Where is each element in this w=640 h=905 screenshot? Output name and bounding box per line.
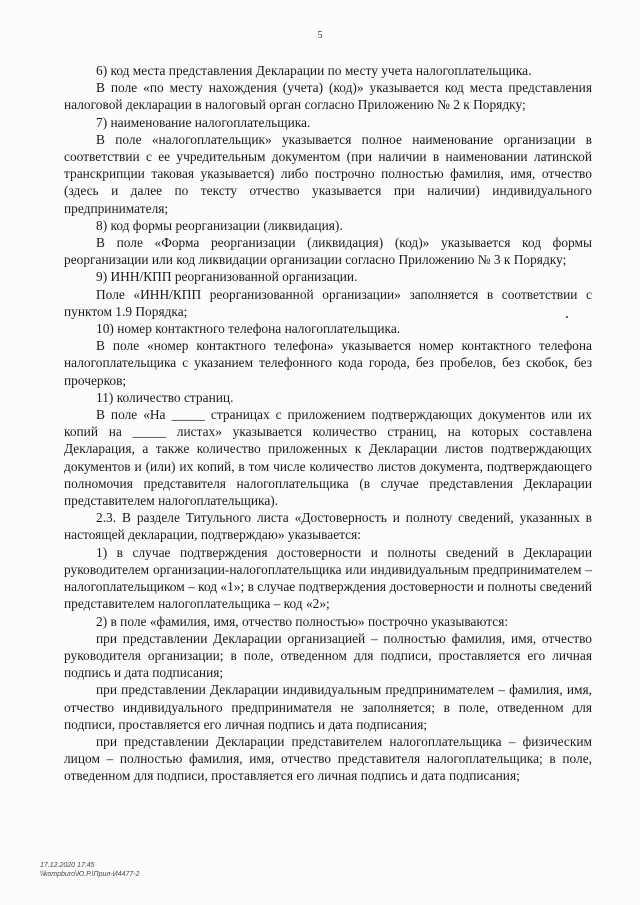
paragraph: 2) в поле «фамилия, имя, отчество полностью» построчно указываются:: [96, 613, 509, 629]
footer-file-path: \\kompburo\Ю.Р.\Прил-И4477-2: [40, 870, 140, 878]
paragraph: В поле «На _____ страницах с приложением подтверждающих документов или их копий на _____ листах» указывается количество страниц, на которых составлена Декларация, а также количество приложенных к Декларации листов подтверждающих документов и (или) их копий, в том числе количество листов документа, подтверждающего полномочия представителя налогоплательщика (в случае представления Декларации представителем налогоплательщика).: [64, 407, 592, 509]
paragraph: Поле «ИНН/КПП реорганизованной организации» заполняется в соответствии с пунктом 1.9 Порядка;: [64, 286, 592, 319]
paragraph: 7) наименование налогоплательщика.: [96, 114, 311, 130]
paragraph: 6) код места представления Декларации по месту учета налогоплательщика.: [96, 63, 532, 78]
paragraph: В поле «по месту нахождения (учета) (код)» указывается код места представления налоговой декларации в налоговый орган согласно Приложению № 2 к Порядку;: [64, 80, 592, 113]
paragraph: 9) ИНН/КПП реорганизованной организации.: [96, 269, 358, 285]
paragraph: В поле «налогоплательщик» указывается полное наименование организации в соответствии с ее учредительным документом (при наличии в наименовании латинской транскрипции таковая указывается) либо построчно полностью фамилия, имя, отчество (здесь и далее по тексту отчество указывается при наличии) индивидуального предпринимателя;: [64, 131, 592, 216]
paragraph: 2.3. В разделе Титульного листа «Достоверность и полноту сведений, указанных в настоящей декларации, подтверждаю» указывается:: [64, 510, 592, 543]
paragraph: 1) в случае подтверждения достоверности и полноты сведений в Декларации руководителем организации-налогоплательщика или индивидуальным предпринимателем – налогоплательщиком – код «1»; в случае подтверждения достоверности и полноты сведений представителем налогоплательщика – код «2»;: [64, 544, 592, 612]
paragraph: 10) номер контактного телефона налогоплательщика.: [96, 321, 401, 337]
paragraph: В поле «номер контактного телефона» указывается номер контактного телефона налогоплательщика с указанием телефонного кода города, без пробелов, без скобок, без прочерков;: [64, 338, 592, 388]
document-footer: [40, 862, 139, 879]
paragraph: при представлении Декларации организацией – полностью фамилия, имя, отчество руководителя организации; в поле, отведенном для подписи, проставляется его личная подпись и дата подписания;: [64, 630, 592, 681]
document-body: [64, 62, 592, 785]
paragraph: В поле «Форма реорганизации (ликвидация) (код)» указывается код формы реорганизации или код ликвидации организации согласно Приложению № 3 к Порядку;: [64, 235, 592, 268]
footer-timestamp: 17.12.2020 17:45: [40, 862, 95, 869]
scan-speck: [566, 316, 568, 318]
paragraph: при представлении Декларации индивидуальным предпринимателем – фамилия, имя, отчество индивидуального предпринимателя не заполняется; в поле, отведенном для подписи, проставляется его личная подпись и дата подписания;: [64, 682, 592, 732]
paragraph: 8) код формы реорганизации (ликвидация).: [96, 217, 343, 233]
paragraph: при представлении Декларации представителем налогоплательщика – физическим лицом – полностью фамилия, имя, отчество представителя налогоплательщика; в поле, отведенном для подписи, проставляется его личная подпись и дата подписания;: [64, 733, 592, 784]
paragraph: 11) количество страниц.: [96, 389, 234, 405]
page-number: 5: [317, 30, 323, 41]
